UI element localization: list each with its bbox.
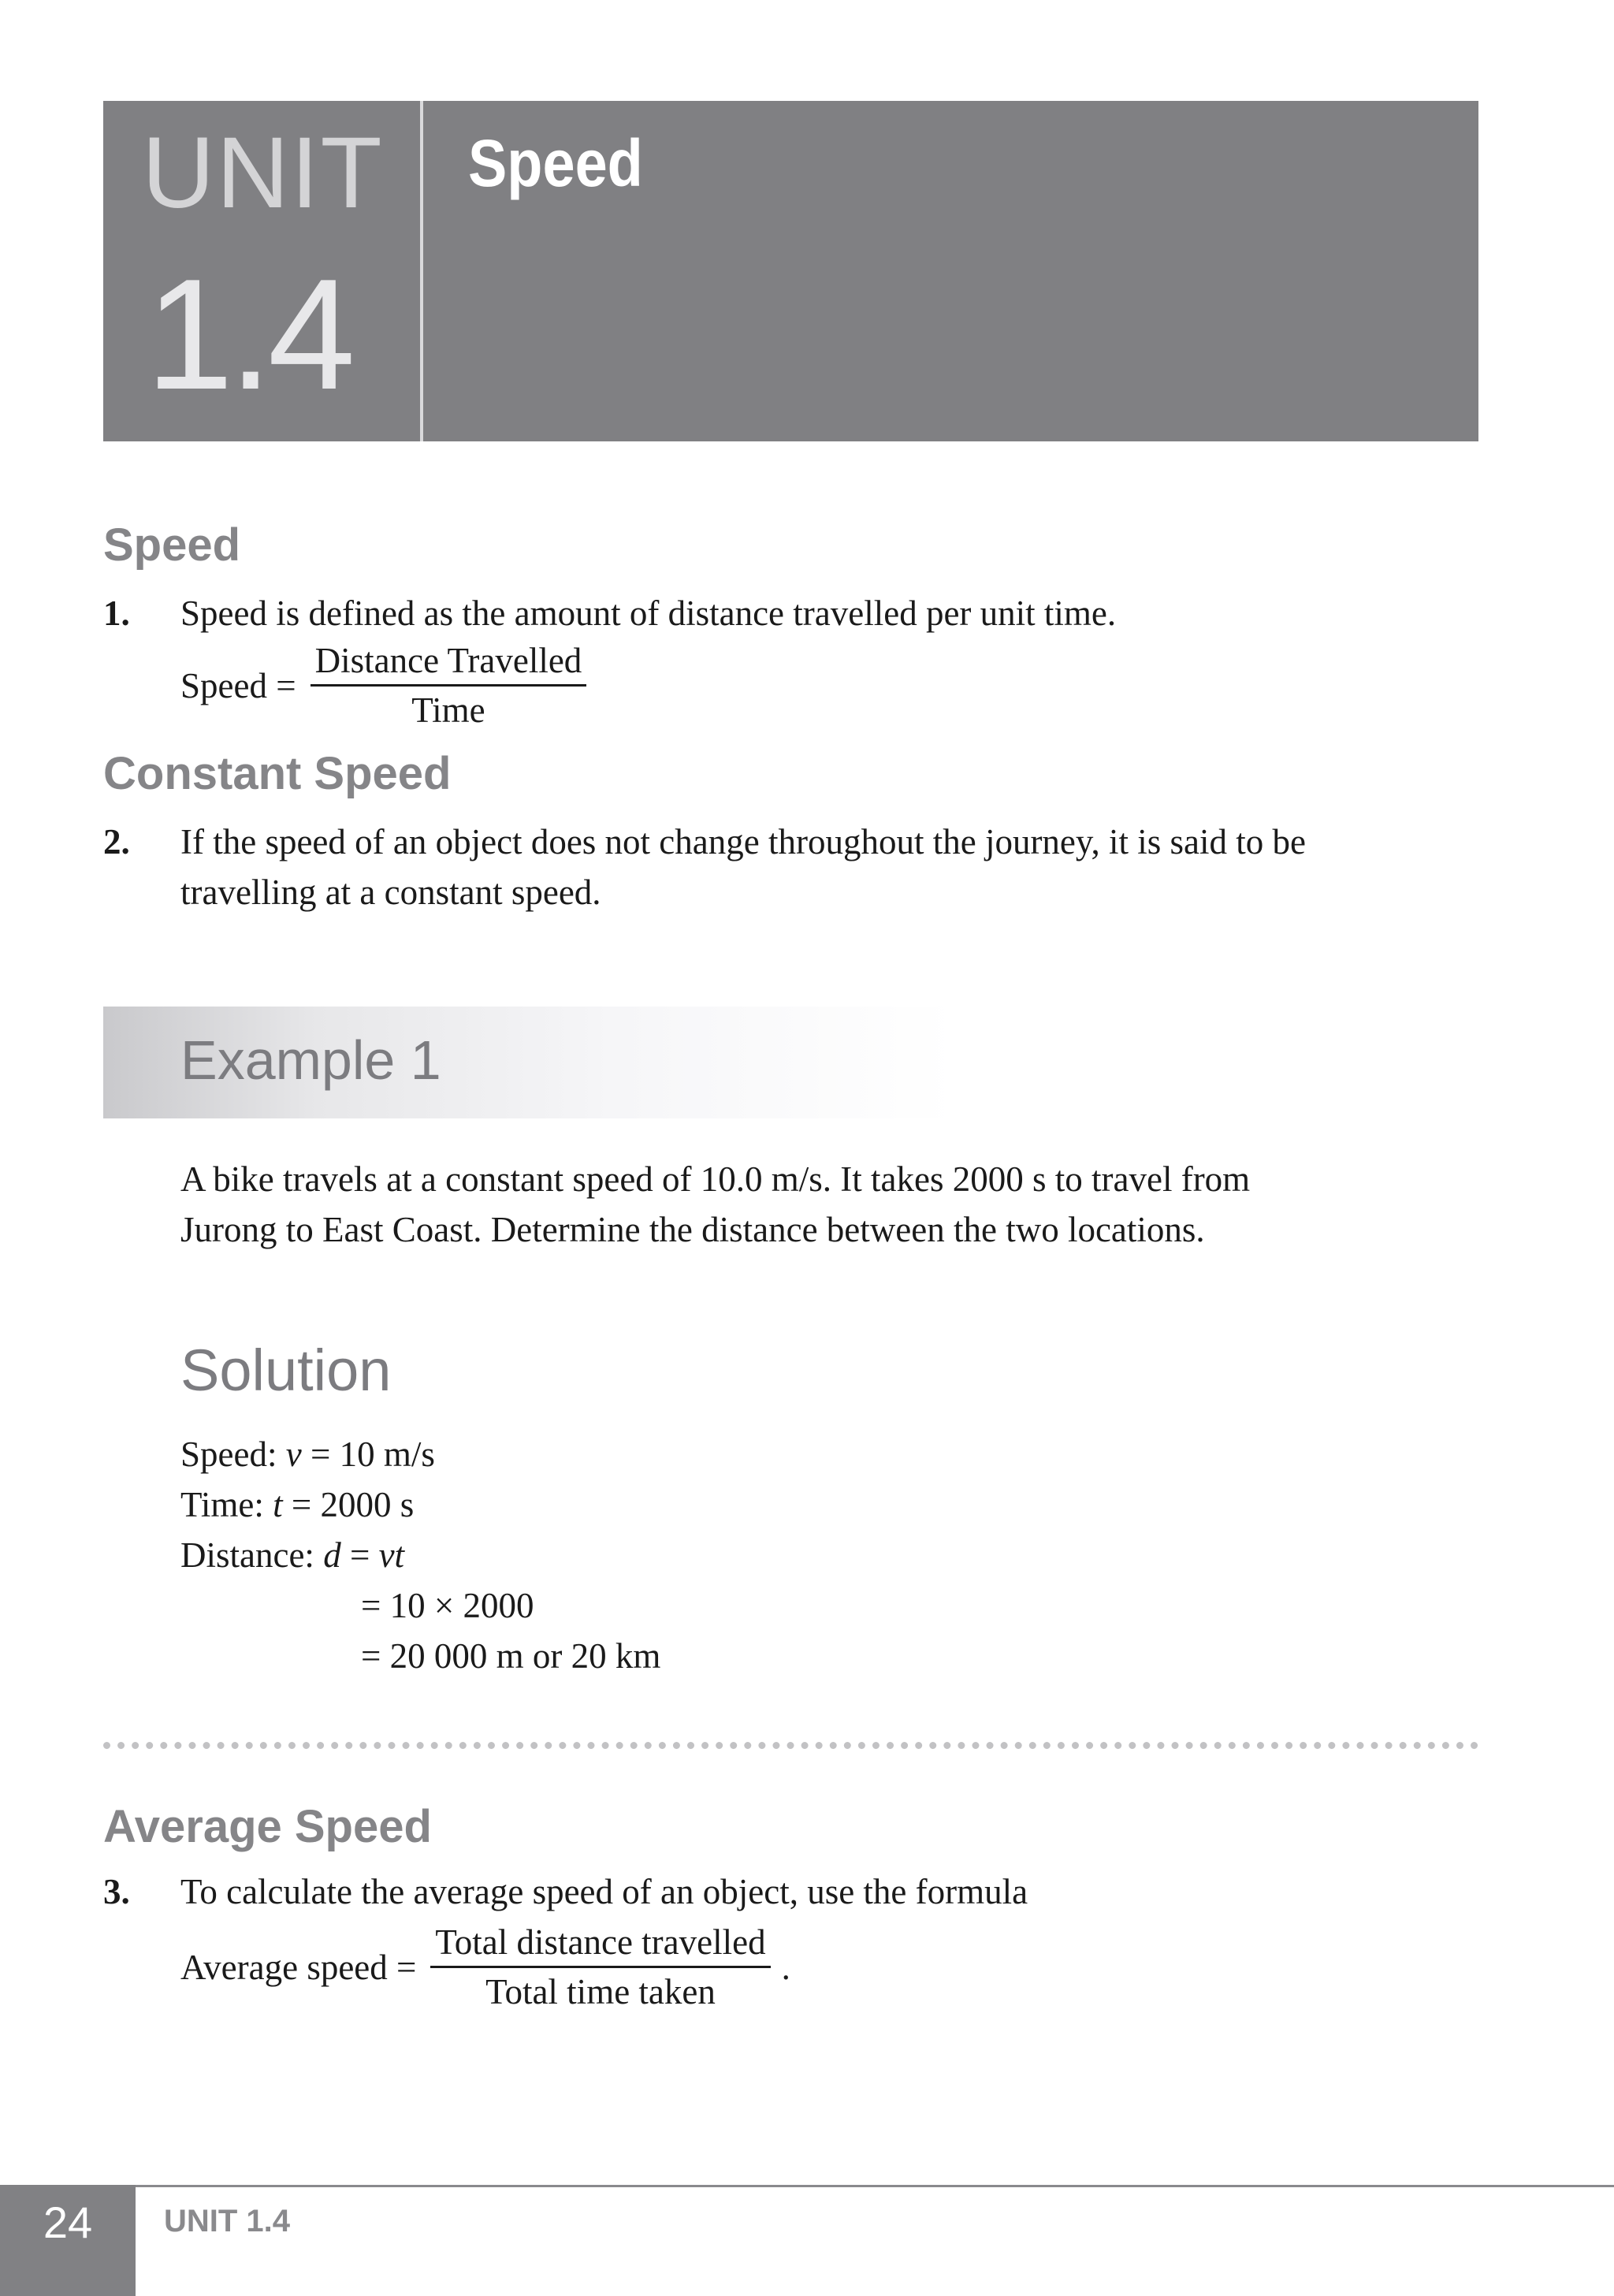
average-formula-lhs: Average speed =: [180, 1947, 417, 1987]
speed-definition: Speed is defined as the amount of distance travelled per unit time.: [180, 594, 1117, 633]
item-number-3: 3.: [103, 1872, 130, 1911]
example-title: Example 1: [180, 1029, 441, 1091]
solution-distance-line: [180, 1530, 404, 1580]
solution-step-2: = 20 000 m or 20 km: [361, 1636, 661, 1676]
speed-fraction: [311, 638, 587, 732]
section-heading-speed: Speed: [103, 519, 241, 571]
speed-denominator: Time: [411, 690, 485, 730]
page-number: 24: [43, 2197, 93, 2247]
page-title: Speed: [468, 126, 643, 200]
average-speed-formula: [180, 1920, 790, 2014]
time-label: Time:: [180, 1485, 273, 1524]
solution-step-1: = 10 × 2000: [361, 1586, 534, 1625]
section-heading-constant-speed: Constant Speed: [103, 748, 452, 799]
distance-label: Distance:: [180, 1535, 324, 1575]
solution-speed-line: [180, 1429, 435, 1479]
footer-rule: [0, 2185, 1614, 2187]
average-fraction: [430, 1920, 770, 2014]
speed-variable: v: [285, 1435, 302, 1474]
section-heading-average-speed: Average Speed: [103, 1801, 432, 1852]
distance-variable: d: [323, 1535, 341, 1575]
average-formula-end: .: [781, 1947, 790, 1987]
time-value: = 2000 s: [282, 1485, 415, 1524]
distance-expression: vt: [378, 1535, 405, 1575]
footer-unit-label: UNIT 1.4: [164, 2204, 291, 2238]
item-number-2: 2.: [103, 822, 130, 861]
banner-divider: [420, 101, 423, 441]
speed-value: = 10 m/s: [301, 1435, 435, 1474]
average-speed-text: To calculate the average speed of an object, use the formula: [180, 1872, 1028, 1911]
speed-label: Speed:: [180, 1435, 286, 1474]
time-variable: t: [273, 1485, 283, 1524]
unit-label: UNIT: [142, 117, 384, 229]
item-number-1: 1.: [103, 594, 130, 633]
constant-speed-line-1: If the speed of an object does not change throughout the journey, it is said to be: [180, 822, 1306, 861]
average-denominator: Total time taken: [485, 1972, 716, 2011]
solution-time-line: [180, 1479, 414, 1530]
speed-formula: [180, 638, 586, 732]
average-numerator: Total distance travelled: [430, 1920, 770, 1968]
dotted-divider: [103, 1742, 1478, 1749]
example-line-1: A bike travels at a constant speed of 10.0 m/s. It takes 2000 s to travel from: [180, 1159, 1251, 1199]
speed-numerator: Distance Travelled: [311, 638, 587, 687]
example-line-2: Jurong to East Coast. Determine the distance between the two locations.: [180, 1210, 1205, 1249]
constant-speed-line-2: travelling at a constant speed.: [180, 873, 601, 912]
unit-number: 1.4: [146, 247, 351, 422]
distance-equals: =: [340, 1535, 379, 1575]
solution-title: Solution: [180, 1338, 392, 1403]
speed-formula-lhs: Speed =: [180, 665, 296, 705]
